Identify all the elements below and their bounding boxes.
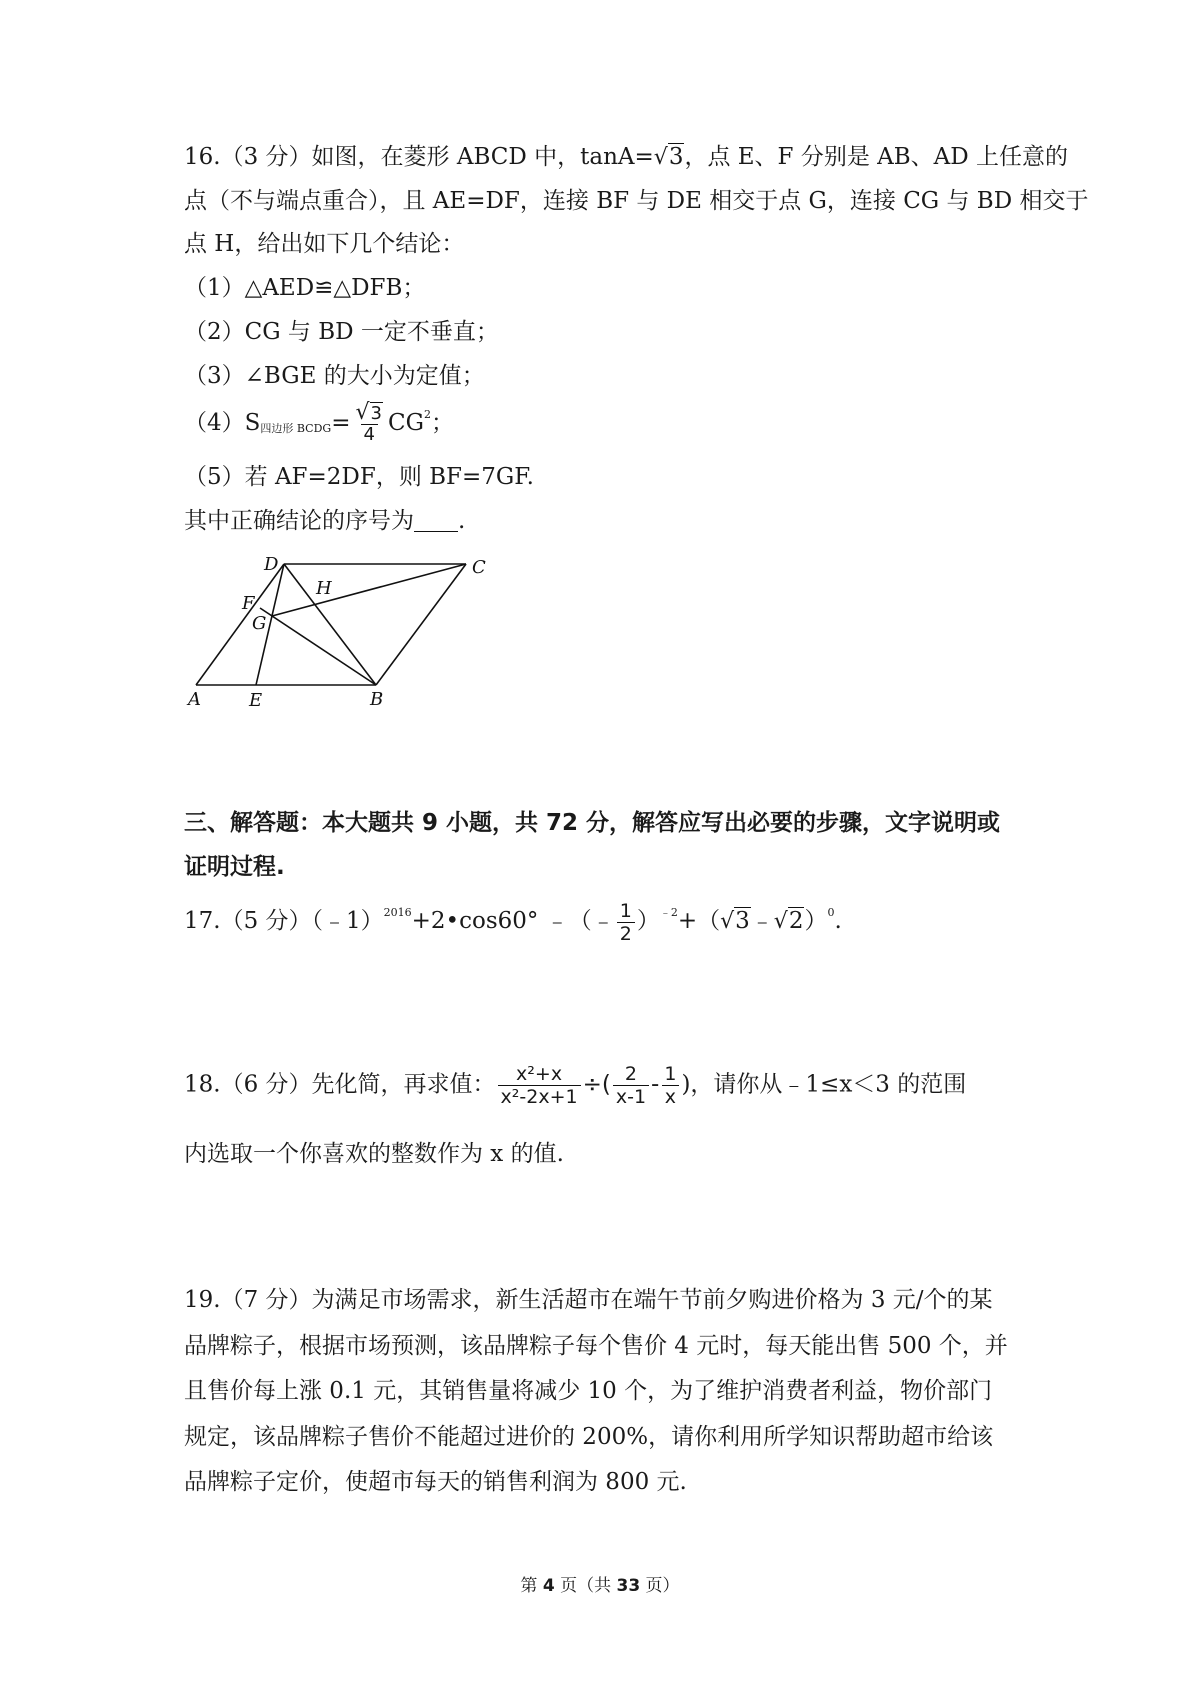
c4-prefix: （4）S [184, 410, 261, 436]
label-A: A [188, 689, 201, 710]
q18-a: 18.（6 分）先化简，再求值： [184, 1071, 496, 1098]
c4-frac-root: 3 [370, 403, 382, 424]
q17 [184, 898, 842, 945]
q16-conclusion-5: （5）若 AF=2DF，则 BF=7GF. [184, 464, 534, 490]
sqrt-3: √3 [653, 144, 684, 170]
answer-blank[interactable] [414, 509, 458, 532]
q18-line2: 内选取一个你喜欢的整数作为 x 的值. [184, 1141, 564, 1167]
q16-conclusion-1: （1）△AED≌△DFB； [184, 275, 426, 301]
q17-sup-0: 0 [827, 906, 835, 919]
c4-cg: CG [387, 410, 424, 436]
q19-line4: 规定，该品牌粽子售价不能超过进价的 200%，请你利用所学知识帮助超市给该 [184, 1424, 994, 1450]
label-F: F [242, 593, 255, 614]
c4-fraction: $\frac{√3}{4}$ [355, 400, 382, 445]
q16-conclusion-4 [184, 400, 454, 445]
c4-subscript: 四边形 BCDG [260, 422, 332, 435]
label-H: H [316, 578, 332, 599]
total-pages: 33 [616, 1576, 641, 1596]
q17-c: ） [636, 908, 660, 934]
q17-sqrt-3: √3 [720, 908, 750, 934]
q18-minus: - [651, 1071, 660, 1098]
q17-frac-den: 2 [617, 922, 635, 945]
page-number: 4 [542, 1576, 555, 1596]
c4-sup: 2 [423, 408, 431, 421]
q18-f2-num: 2 [624, 1063, 637, 1085]
q18-div: ÷( [582, 1071, 611, 1098]
q17-sup-2016: 2016 [383, 906, 412, 919]
q17-fraction [617, 900, 635, 945]
q16-ask-end: . [458, 508, 466, 534]
footer-a: 第 [520, 1576, 543, 1596]
page-footer [0, 1571, 1200, 1596]
q17-sup-neg2: ﹣2 [659, 906, 678, 919]
q17-a: 17.（5 分）（﹣1） [184, 908, 384, 934]
q16-question [184, 506, 465, 536]
q19-line1: 19.（7 分）为满足市场需求，新生活超市在端午节前夕购进价格为 3 元/个的某 [184, 1287, 993, 1313]
c4-eq: = [331, 410, 351, 436]
q17-root2: 2 [788, 908, 804, 934]
footer-c: 页） [640, 1576, 680, 1596]
q16-line2: 点（不与端点重合），且 AE=DF，连接 BF 与 DE 相交于点 G，连接 CG 与 BD 相交于 [184, 188, 1089, 214]
q18-fraction-3 [661, 1063, 679, 1108]
q17-e: ） [804, 908, 828, 934]
q18-f3-den: x [662, 1085, 679, 1108]
q17-b: +2•cos60° ﹣（﹣ [411, 908, 615, 934]
q16-text-a: 16.（3 分）如图，在菱形 ABCD 中，tanA= [184, 144, 654, 170]
label-E: E [249, 690, 263, 711]
q17-minus: ﹣ [750, 908, 774, 934]
q19-line2: 品牌粽子，根据市场预测，该品牌粽子每个售价 4 元时，每天能出售 500 个，并 [184, 1333, 1008, 1359]
q17-root1: 3 [735, 908, 750, 934]
section-3-heading-line2: 证明过程. [184, 854, 285, 880]
label-D: D [264, 556, 279, 575]
q16-text-b: ，点 E、F 分别是 AB、AD 上任意的 [684, 144, 1069, 170]
rhombus-figure [180, 556, 520, 756]
q18-line1 [184, 1063, 966, 1108]
sqrt-3-value: 3 [668, 144, 684, 170]
segment-CG [272, 564, 466, 616]
q16-line3: 点 H，给出如下几个结论： [184, 231, 465, 257]
c4-end: ； [430, 410, 454, 436]
q17-frac-num: 1 [619, 899, 632, 922]
q18-f3-num: 1 [664, 1063, 677, 1085]
q18-f1-num: x²+x [516, 1063, 563, 1085]
label-C: C [472, 557, 486, 578]
q18-fraction-1 [498, 1063, 581, 1108]
footer-b: 页（共 [554, 1576, 617, 1596]
c4-frac-den: 4 [361, 424, 378, 445]
label-G: G [252, 613, 267, 634]
q18-f2-den: x-1 [613, 1085, 649, 1108]
q17-sqrt-2: √2 [773, 908, 804, 934]
segment-BF [260, 608, 376, 685]
q16-conclusion-3: （3）∠BGE 的大小为定值； [184, 363, 485, 389]
q16-line1 [184, 142, 1068, 173]
label-B: B [370, 689, 384, 710]
segment-BC [376, 564, 466, 685]
q17-f: . [834, 908, 842, 934]
q17-d: +（ [677, 908, 721, 934]
section-3-heading-line1: 三、解答题：本大题共 9 小题，共 72 分，解答应写出必要的步骤，文字说明或 [184, 810, 1001, 836]
q18-b: )，请你从﹣1≤x＜3 的范围 [681, 1071, 967, 1098]
q18-fraction-2 [613, 1063, 649, 1108]
q16-ask-text: 其中正确结论的序号为 [184, 508, 414, 534]
q16-conclusion-2: （2）CG 与 BD 一定不垂直； [184, 319, 499, 345]
q18-f1-den: x²-2x+1 [498, 1085, 581, 1108]
q19-line5: 品牌粽子定价，使超市每天的销售利润为 800 元. [184, 1469, 687, 1495]
q19-line3: 且售价每上涨 0.1 元，其销售量将减少 10 个，为了维护消费者利益，物价部门 [184, 1378, 993, 1404]
